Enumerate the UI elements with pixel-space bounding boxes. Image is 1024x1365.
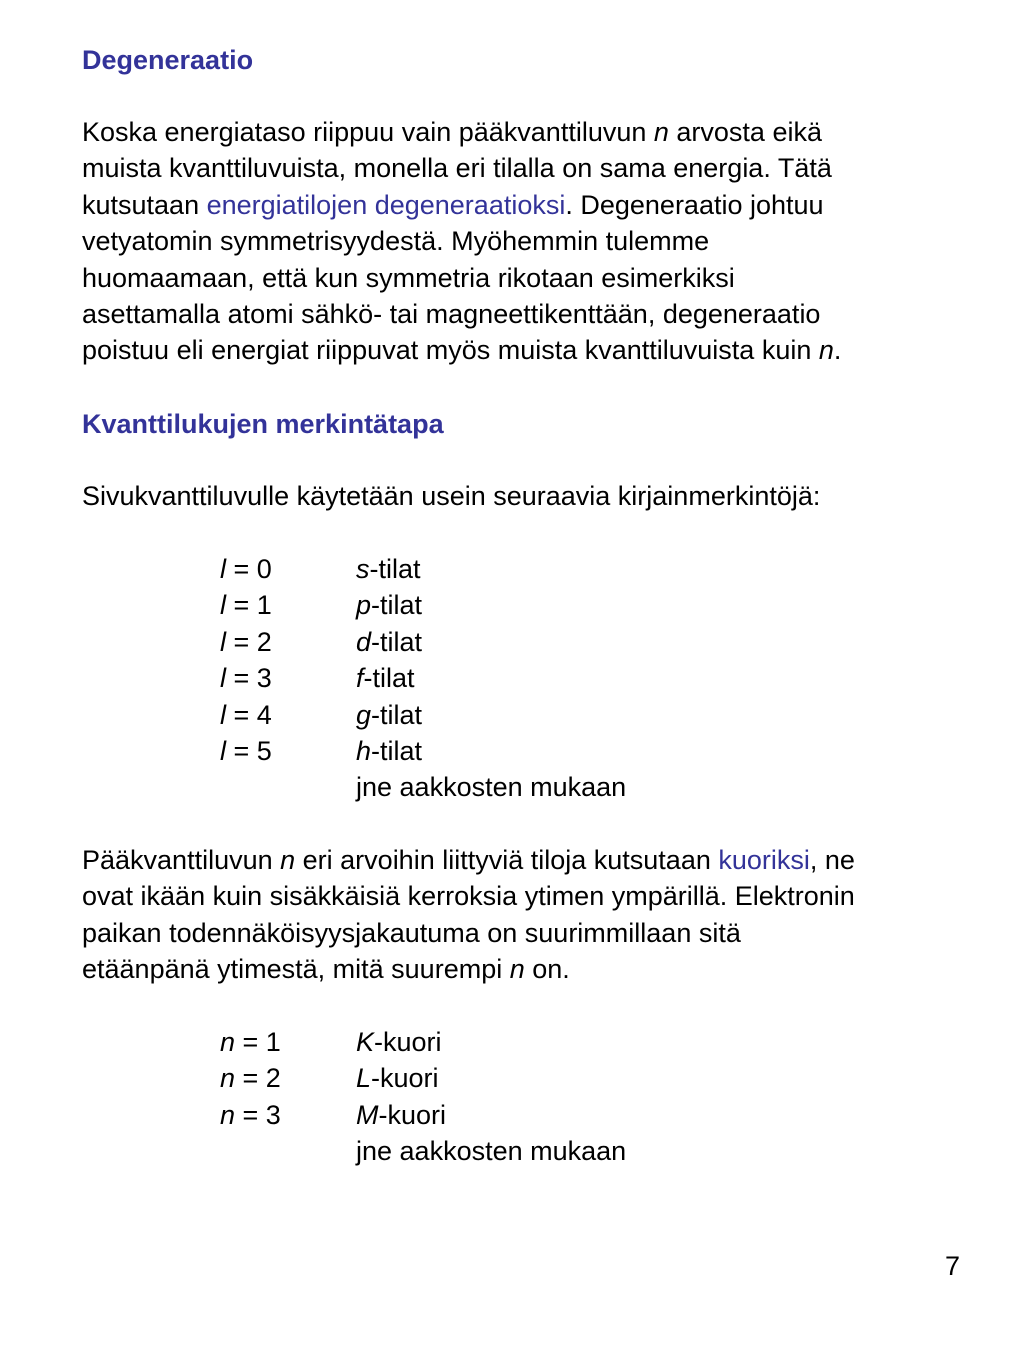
paragraph-shells (82, 842, 982, 988)
text-line: paikan todennäköisyysjakautuma on suurimmillaan sitä (82, 917, 741, 948)
text-line: huomaamaan, että kun symmetria rikotaan esimerkiksi (82, 262, 735, 293)
text-line: Sivukvanttiluvulle käytetään usein seuraavia kirjainmerkintöjä: (82, 481, 821, 511)
text-line: asettamalla atomi sähkö- tai magneettikenttään, degeneraatio (82, 298, 821, 329)
text-line: ovat ikään kuin sisäkkäisiä kerroksia ytimen ympärillä. Elektronin (82, 881, 855, 912)
text-line: Koska energiataso riippuu vain pääkvanttiluvun n arvosta eikä (82, 117, 822, 147)
page-number: 7 (944, 1251, 960, 1281)
text-line: vetyatomin symmetrisyydestä. Myöhemmin tulemme (82, 226, 710, 257)
text-line: muista kvanttiluvuista, monella eri tilalla on sama energia. Tätä (82, 153, 832, 184)
highlighted-term: kuoriksi (718, 845, 810, 875)
text-line: Pääkvanttiluvun n eri arvoihin liittyviä tiloja kutsutaan kuoriksi, ne (82, 845, 855, 875)
paragraph-degeneracy (82, 114, 982, 369)
paragraph-intro (82, 478, 982, 514)
document-page: Degeneraatio Koska energiataso riippuu vain pääkvanttiluvun n arvosta eikä muista kvanttiluvuista, monella eri tilalla on sama energia. Tätä kutsutaan energiatilojen degeneraatioksi. Degeneraatio johtuu vetyatomin symmetrisyydestä. Myöhemmin tulemme huomaamaan, että kun symmetria rikotaan esimerkiksi asettamalla atomi sähkö- tai magneettikenttään, degeneraatio poistuu eli energiat riippuvat myös muista kvanttiluvuista kuin n. Kvanttilukujen merkintätapa Sivukvanttiluvulle käytetään usein seuraavia kirjainmerkintöjä: l = 0 s-tilat l = 1 p-tilat l = 2 d-tilat l = 3 f-tilat l = 4 g-tilat l = 5 h-tilat jne aakkosten mukaan Pääkvanttiluvun n eri arvoihin liittyviä tiloja kutsutaan kuoriksi, ne ovat ikään kuin sisäkkäisiä kerroksia ytimen ympärillä. Elektronin paikan todennäköisyysjakautuma on suurimmillaan sitä etäänpänä ytimestä, mitä suurempi n on. n = 1 K-kuori n = 2 L-kuori n = 3 M-kuori jne aakkosten mukaan 7 (0, 0, 1024, 1365)
text-line: kutsutaan energiatilojen degeneraatioksi. Degeneraatio johtuu (82, 189, 824, 220)
text-line: poistuu eli energiat riippuvat myös muista kvanttiluvuista kuin n. (82, 335, 842, 366)
heading-degeneraatio: Degeneraatio (82, 45, 254, 75)
highlighted-term: energiatilojen degeneraatioksi (206, 189, 566, 220)
text-line: etäänpänä ytimestä, mitä suurempi n on. (82, 954, 570, 985)
heading-kvanttilukujen-merkintatapa: Kvanttilukujen merkintätapa (82, 409, 444, 439)
